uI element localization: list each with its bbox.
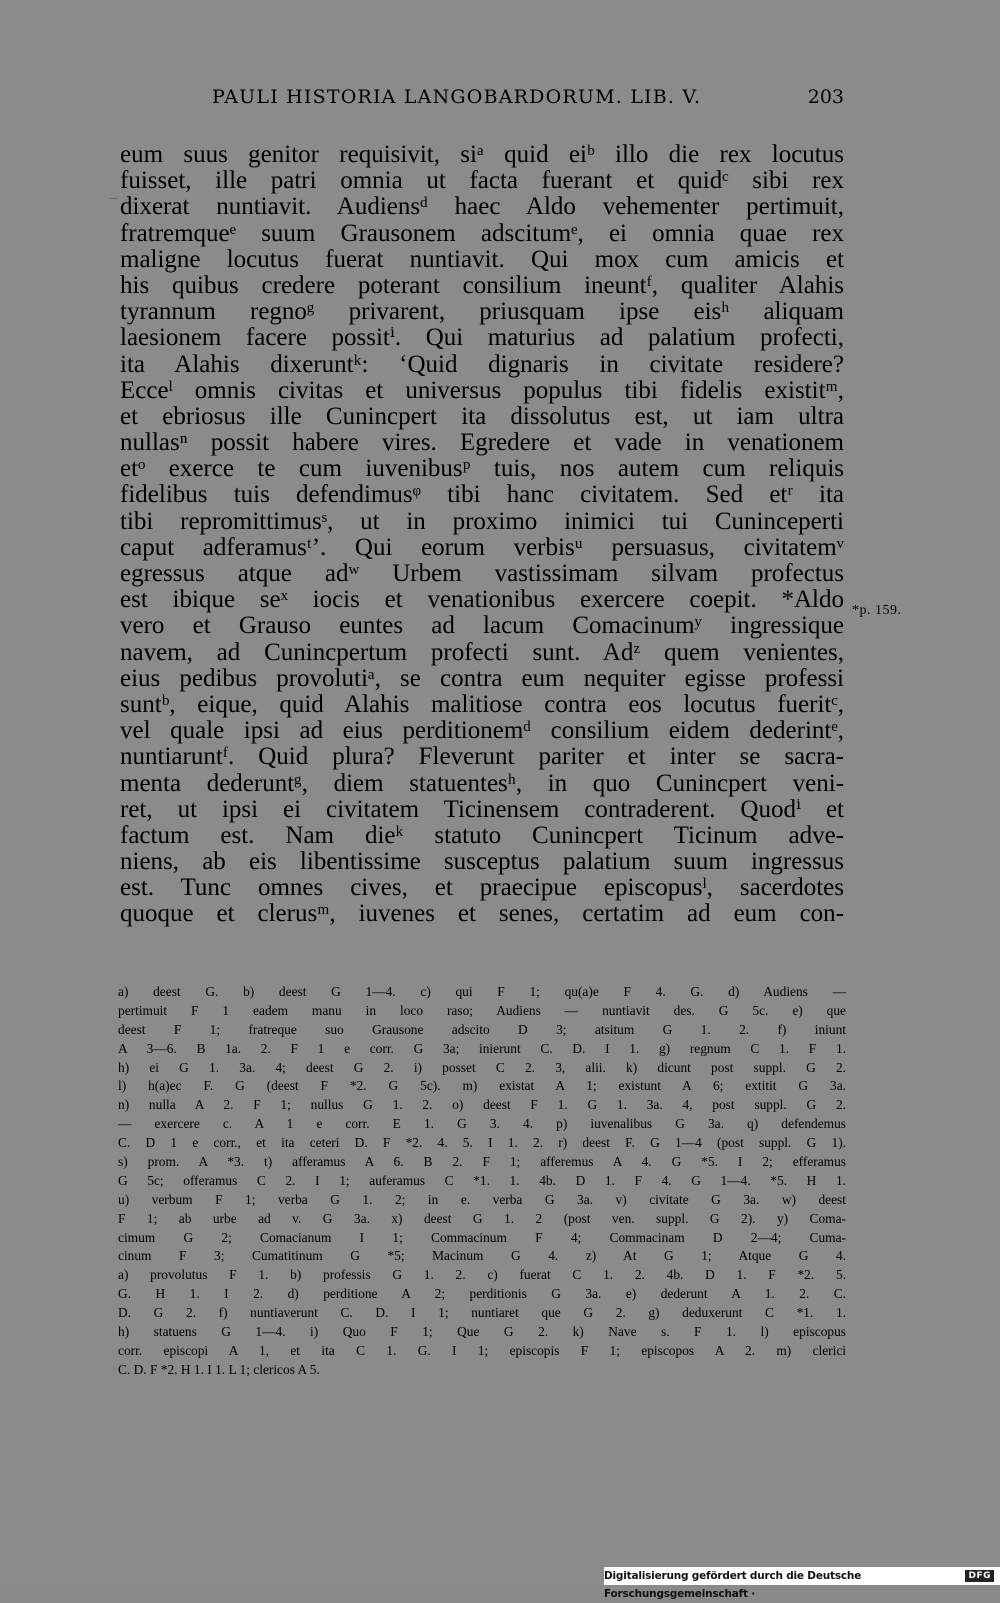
scan-mark: [110, 198, 118, 199]
text-line: egressus atque adʷ Urbem vastissimam silvam profectus: [120, 560, 844, 587]
footnote-line: a) deest G. b) deest G 1—4. c) qui F 1; qu(a)e F 4. G. d) Audiens —: [118, 984, 846, 999]
text-line: nuntiaruntᶠ. Quid plura? Fleverunt pariter et inter se sacra-: [120, 743, 844, 771]
text-line: fuisset, ille patri omnia ut facta fuerant et quidᶜ sibi rex: [120, 167, 844, 195]
text-line: his quibus credere poterant consilium ineuntᶠ, qualiter Alahis: [120, 271, 844, 299]
text-line: est. Tunc omnes cives, et praecipue episcopusˡ, sacerdotes: [120, 874, 844, 902]
footnote-line: a) provolutus F 1. b) professis G 1. 2. c) fuerat C 1. 2. 4b. D 1. F *2. 5.: [118, 1267, 846, 1283]
footnote-line: F 1; ab urbe ad v. G 3a. x) deest G 1. 2 (post ven. suppl. G 2). y) Coma-: [118, 1210, 846, 1226]
text-line: et ebriosus ille Cunincpert ita dissolutus est, ut iam ultra: [120, 402, 844, 430]
margin-page-reference: *p. 159.: [852, 603, 902, 618]
page-number: 203: [807, 86, 844, 108]
footnote-line: u) verbum F 1; verba G 1. 2; in e. verba G 3a. v) civitate G 3a. w) deest: [118, 1191, 846, 1207]
funding-footer: [604, 1567, 1000, 1600]
text-line: factum est. Nam dieᵏ statuto Cunincpert Ticinum adve-: [120, 821, 844, 849]
text-line: laesionem facere possitⁱ. Qui maturius ad palatium profecti,: [120, 324, 844, 352]
text-line: eum suus genitor requisivit, siᵃ quid eiᵇ illo die rex locutus: [120, 141, 844, 168]
text-line: menta dederuntᵍ, diem statuentesʰ, in quo Cunincpert veni-: [120, 769, 844, 797]
footnote-line: l) h(a)ec F. G (deest F *2. G 5c). m) existat A 1; existunt A 6; extitit G 3a.: [118, 1078, 846, 1094]
running-title: PAULI HISTORIA LANGOBARDORUM. LIB. V.: [212, 86, 702, 108]
footnote-line: A 3—6. B 1a. 2. F 1 e corr. G 3a; inierunt C. D. I 1. g) regnum C 1. F 1.: [118, 1040, 846, 1056]
main-text: [120, 142, 844, 928]
text-line: navem, ad Cunincpertum profecti sunt. Adᶻ quem venientes,: [120, 638, 844, 666]
text-line: Ecceˡ omnis civitas et universus populus tibi fidelis existitᵐ,: [120, 376, 844, 404]
text-line: fratremqueᵉ suum Grausonem adscitumᵉ, ei omnia quae rex: [120, 219, 844, 247]
text-line: dixerat nuntiavit. Audiensᵈ haec Aldo vehementer pertimuit,: [120, 193, 844, 221]
text-line: quoque et clerusᵐ, iuvenes et senes, certatim ad eum con-: [120, 900, 844, 928]
text-line: est ibique seˣ iocis et venationibus exercere coepit. *Aldo: [120, 586, 844, 614]
text-line: caput adferamusᵗ’. Qui eorum verbisᵘ persuasus, civitatemᵛ: [120, 533, 844, 561]
text-line: tibi repromittimusˢ, ut in proximo inimici tui Cuninceperti: [120, 507, 844, 535]
footnote-line: G 5c; offeramus C 2. I 1; auferamus C *1. 1. 4b. D 1. F 4. G 1—4. *5. H 1.: [118, 1172, 846, 1188]
footnote-line: G. H 1. I 2. d) perditione A 2; perditionis G 3a. e) dederunt A 1. 2. C.: [118, 1286, 846, 1302]
text-line: ita Alahis dixeruntᵏ: ‘Quid dignaris in civitate residere?: [120, 350, 844, 378]
text-line: eius pedibus provolutiᵃ, se contra eum nequiter egisse professi: [120, 664, 844, 692]
footnote-line: n) nulla A 2. F 1; nullus G 1. 2. o) deest F 1. G 1. 3a. 4, post suppl. G 2.: [118, 1097, 846, 1113]
text-line: tyrannum regnoᵍ privarent, priusquam ipse eisʰ aliquam: [120, 298, 844, 326]
text-line: ret, ut ipsi ei civitatem Ticinensem contraderent. Quodⁱ et: [120, 795, 844, 823]
footnote-line: — exercere c. A 1 e corr. E 1. G 3. 4. p) iuvenalibus G 3a. q) defendemus: [118, 1116, 846, 1132]
text-line: etᵒ exerce te cum iuvenibusᵖ tuis, nos autem cum reliquis: [120, 455, 844, 483]
footnote-line: corr. episcopi A 1, et ita C 1. G. I 1; episcopis F 1; episcopos A 2. m) clerici: [118, 1342, 846, 1358]
critical-apparatus: [118, 983, 846, 1380]
footnote-line: h) statuens G 1—4. i) Quo F 1; Que G 2. k) Nave s. F 1. l) episcopus: [118, 1324, 846, 1340]
footnote-line: cinum F 3; Cumatitinum G *5; Macinum G 4. z) At G 1; Atque G 4.: [118, 1248, 846, 1264]
text-line: niens, ab eis libentissime susceptus palatium suum ingressus: [120, 848, 844, 876]
footnote-line: C. D. F *2. H 1. I 1. L 1; clericos A 5.: [118, 1361, 320, 1377]
footnote-line: C. D 1 e corr., et ita ceteri D. F *2. 4. 5. I 1. 2. r) deest F. G 1—4 (post suppl. G 1).: [118, 1135, 846, 1151]
dfg-logo: DFG: [965, 1570, 994, 1582]
footnote-line: pertimuit F 1 eadem manu in loco raso; Audiens — nuntiavit des. G 5c. e) que: [118, 1002, 846, 1018]
text-line: vero et Grauso euntes ad lacum Comacinumʸ ingressique: [120, 612, 844, 640]
text-line: vel quale ipsi ad eius perditionemᵈ consilium eidem dederintᵉ,: [120, 717, 844, 745]
funding-notice: Digitalisierung gefördert durch die Deutsche Forschungsgemeinschaft ·: [604, 1570, 862, 1600]
footnote-line: D. G 2. f) nuntiaverunt C. D. I 1; nuntiaret que G 2. g) deduxerunt C *1. 1.: [118, 1305, 846, 1321]
running-header: [120, 86, 844, 116]
footnote-line: cimum G 2; Comacianum I 1; Commacinum F 4; Commacinam D 2—4; Cuma-: [118, 1229, 846, 1245]
text-line: maligne locutus fuerat nuntiavit. Qui mox cum amicis et: [120, 245, 844, 273]
footnote-line: deest F 1; fratreque suo Grausone adscito D 3; atsitum G 1. 2. f) iniunt: [118, 1021, 846, 1037]
footnote-line: h) ei G 1. 3a. 4; deest G 2. i) posset C 2. 3, alii. k) dicunt post suppl. G 2.: [118, 1059, 846, 1075]
text-line: fidelibus tuis defendimusᵠ tibi hanc civitatem. Sed etʳ ita: [120, 481, 844, 509]
footnote-line: s) prom. A *3. t) afferamus A 6. B 2. F 1; afferemus A 4. G *5. I 2; efferamus: [118, 1154, 846, 1170]
text-line: suntᵇ, eique, quid Alahis malitiose contra eos locutus fueritᶜ,: [120, 690, 844, 718]
text-line: nullasⁿ possit habere vires. Egredere et vade in venationem: [120, 429, 844, 457]
